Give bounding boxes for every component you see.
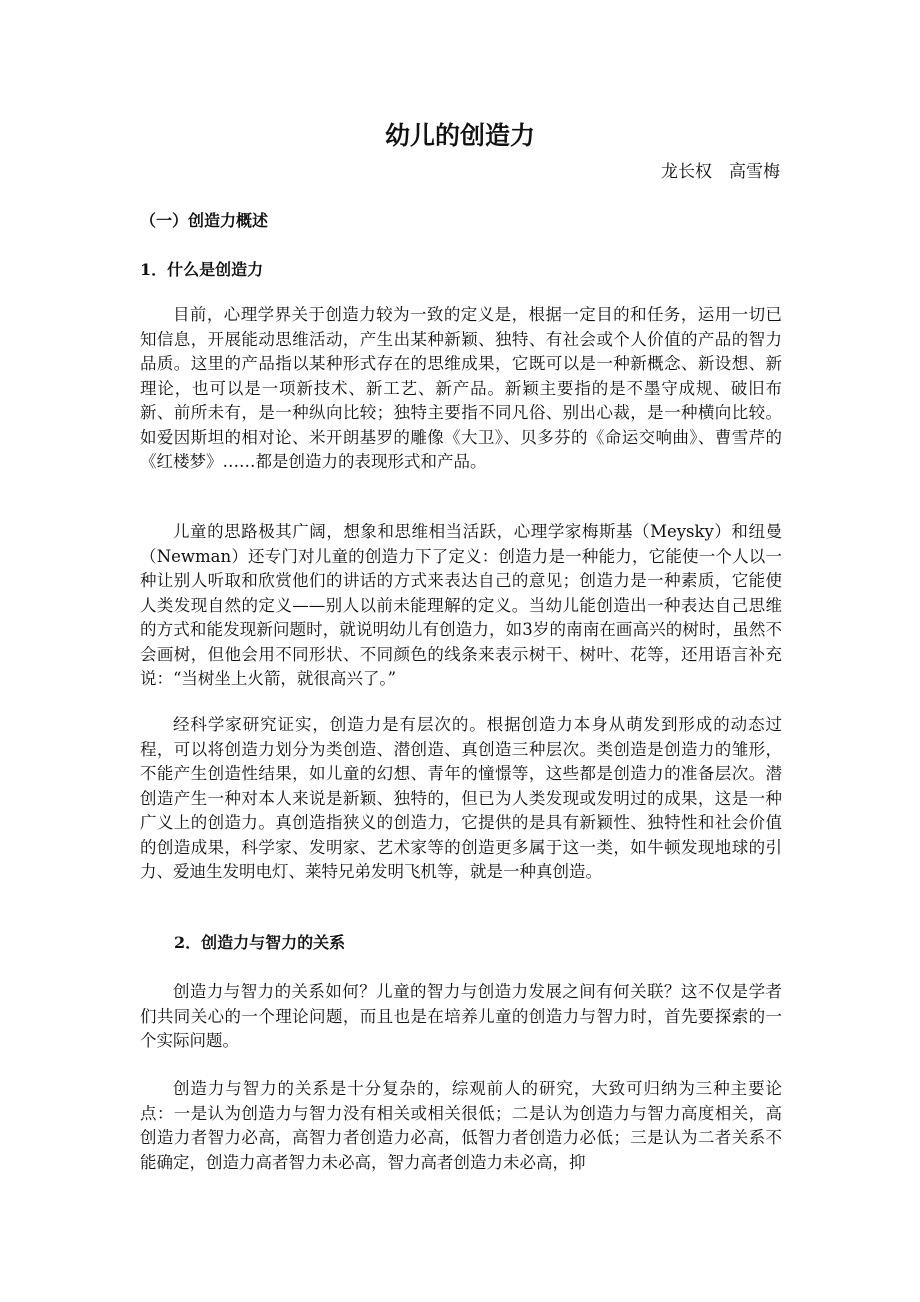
section-heading: （一）创造力概述 — [140, 211, 269, 230]
paragraph: 经科学家研究证实，创造力是有层次的。根据创造力本身从萌发到形成的动态过程，可以将创造力划分为类创造、潜创造、真创造三种层次。类创造是创造力的雏形，不能产生创造性结果，如儿童的幻想、青年的憧憬等，这些都是创造力的准备层次。潜创造产生一种对本人来说是新颖、独特的，但已为人类发现或发明过的成果，这是一种广义上的创造力。真创造指狭义的创造力，它提供的是具有新颖性、独特性和社会价值的创造成果，科学家、发明家、艺术家等的创造更多属于这一类，如牛顿发现地球的引力、爱迪生发明电灯、莱特兄弟发明飞机等，就是一种真创造。 — [140, 715, 782, 881]
paragraph: 儿童的思路极其广阔，想象和思维相当活跃，心理学家梅斯基（Meysky）和纽曼（Newman）还专门对儿童的创造力下了定义：创造力是一种能力，它能使一个人以一种让别人听取和欣赏他们的讲话的方式来表达自己的意见；创造力是一种素质，它能使人类发现自然的定义——别人以前未能理解的定义。当幼儿能创造出一种表达自己思维的方式和能发现新问题时，就说明幼儿有创造力，如3岁的南南在画高兴的树时，虽然不会画树，但他会用不同形状、不同颜色的线条来表示树干、树叶、花等，还用语言补充说：“当树坐上火箭，就很高兴了。” — [140, 522, 782, 688]
paragraph: 创造力与智力的关系如何？儿童的智力与创造力发展之间有何关联？这不仅是学者们共同关心的一个理论问题，而且也是在培养儿童的创造力与智力时，首先要探索的一个实际问题。 — [140, 982, 782, 1050]
subsection-heading-2: 2．创造力与智力的关系 — [174, 933, 346, 952]
document-title: 幼儿的创造力 — [384, 121, 535, 150]
document-authors: 龙长权 高雪梅 — [661, 162, 780, 182]
paragraph: 创造力与智力的关系是十分复杂的，综观前人的研究，大致可归纳为三种主要论点：一是认为创造力与智力没有相关或相关很低；二是认为创造力与智力高度相关，高创造力者智力必高，高智力者创造力必高，低智力者创造力必低；三是认为二者关系不能确定，创造力高者智力未必高，智力高者创造力未必高，抑 — [140, 1079, 782, 1172]
paragraph: 目前，心理学界关于创造力较为一致的定义是，根据一定目的和任务，运用一切已知信息，开展能动思维活动，产生出某种新颖、独特、有社会或个人价值的产品的智力品质。这里的产品指以某种形式存在的思维成果，它既可以是一种新概念、新设想、新理论，也可以是一项新技术、新工艺、新产品。新颖主要指的是不墨守成规、破旧布新、前所未有，是一种纵向比较；独特主要指不同凡俗、别出心裁，是一种横向比较。如爱因斯坦的相对论、米开朗基罗的雕像《大卫》、贝多芬的《命运交响曲》、曹雪芹的《红楼梦》……都是创造力的表现形式和产品。 — [140, 305, 782, 471]
subsection-heading-1: 1．什么是创造力 — [140, 260, 264, 279]
